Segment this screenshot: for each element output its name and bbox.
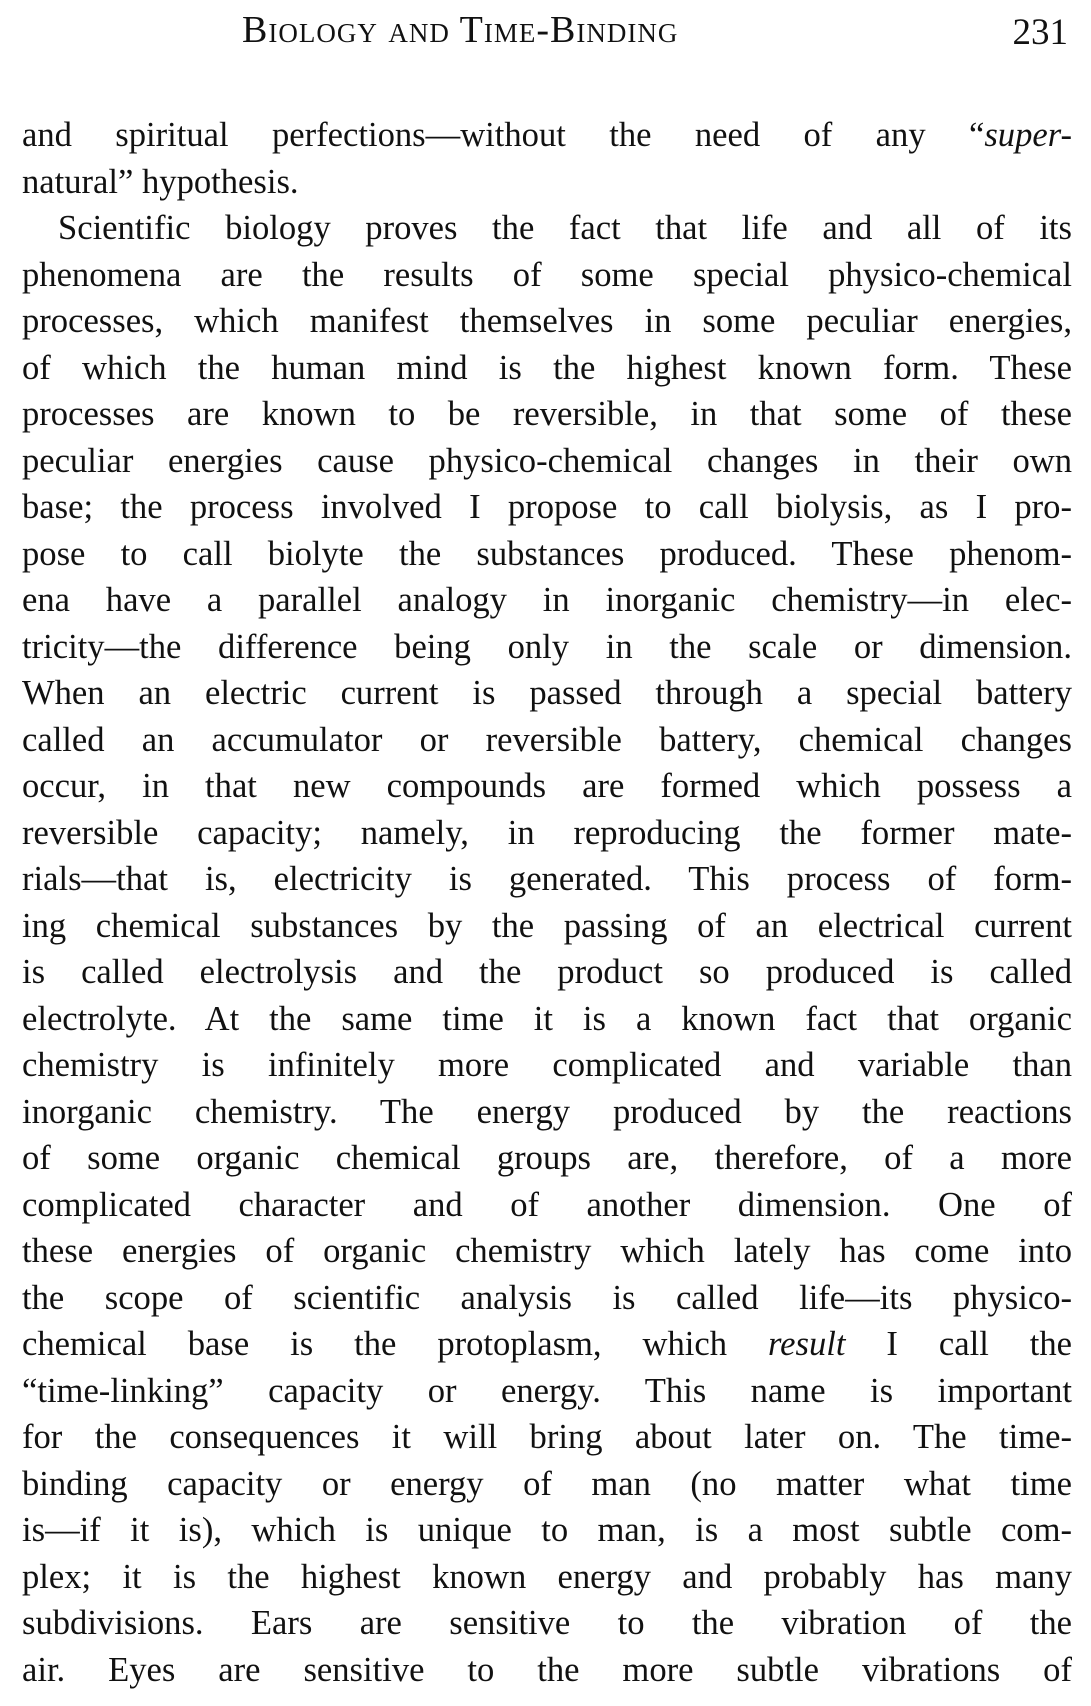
book-page [22,0,1072,1706]
text-line [22,298,1072,345]
text-fragment: and spiritual perfections—without the need of any “ [22,116,985,154]
text-fragment: “time-linking” capacity or energy. This name is important [22,1371,1072,1410]
text-fragment: processes, which manifest themselves in some peculiar energies, [22,302,1072,340]
text-fragment: electrolyte. At the same time it is a known fact that organic [22,999,1072,1038]
text-fragment: rials—that is, electricity is generated. This process of form- [22,860,1072,898]
text-line [22,1414,1072,1461]
text-fragment: chemical base is the protoplasm, which [22,1325,768,1363]
text-fragment: ing chemical substances by the passing of an electrical current [22,906,1072,945]
text-line [22,1600,1072,1647]
text-fragment: occur, in that new compounds are formed which possess a [22,767,1072,805]
text-line [22,810,1072,857]
text-line [22,205,1072,252]
text-line [22,670,1072,717]
text-line [22,345,1072,392]
text-fragment: chemistry is infinitely more complicated and variable than [22,1046,1072,1084]
text-fragment: phenomena are the results of some special physico-chemical [22,255,1072,294]
text-fragment: ena have a parallel analogy in inorganic chemistry—in elec- [22,581,1072,619]
text-fragment: reversible capacity; namely, in reproducing the former mate- [22,813,1072,852]
text-line [22,1135,1072,1182]
text-line [22,717,1072,764]
text-fragment: these energies of organic chemistry which lately has come into [22,1232,1072,1270]
italic-text: super- [984,116,1072,154]
text-fragment: binding capacity or energy of man (no matter what time [22,1464,1072,1503]
text-fragment: complicated character and of another dimension. One of [22,1185,1072,1224]
text-line [22,1647,1072,1694]
text-line [22,1321,1072,1368]
text-fragment: for the consequences it will bring about later on. The time- [22,1418,1072,1456]
text-line [22,856,1072,903]
text-line [22,624,1072,671]
text-fragment: of which the human mind is the highest known form. These [22,348,1072,387]
text-line [22,763,1072,810]
page-number: 231 [1012,12,1068,53]
text-line [22,903,1072,950]
text-fragment: processes are known to be reversible, in that some of these [22,395,1072,433]
text-line [22,438,1072,485]
text-line [22,1089,1072,1136]
text-line [22,1554,1072,1601]
text-line [22,577,1072,624]
running-title: Biology and Time-Binding [242,9,679,51]
text-line [22,484,1072,531]
text-fragment: subdivisions. Ears are sensitive to the vibration of the [22,1604,1072,1642]
text-line [22,949,1072,996]
text-fragment: is called electrolysis and the product so produced is called [22,953,1072,991]
text-fragment: base; the process involved I propose to call biolysis, as I pro- [22,488,1072,526]
text-fragment: is—if it is), which is unique to man, is a most subtle com- [22,1511,1072,1549]
body-text [22,112,1072,1693]
text-line [22,112,1072,159]
text-fragment: called an accumulator or reversible battery, chemical changes [22,720,1072,759]
text-fragment: air. Eyes are sensitive to the more subtle vibrations of [22,1650,1072,1689]
text-fragment: tricity—the difference being only in the scale or dimension. [22,627,1072,666]
text-fragment: the scope of scientific analysis is called life—its physico- [22,1278,1072,1317]
text-fragment: I call the [845,1325,1072,1363]
text-fragment: natural” hypothesis. [22,162,299,201]
text-line [22,531,1072,578]
italic-text: result [767,1325,846,1363]
text-fragment: of some organic chemical groups are, therefore, of a more [22,1139,1072,1177]
text-line [22,1368,1072,1415]
text-line [22,159,1072,206]
text-fragment: peculiar energies cause physico-chemical changes in their own [22,441,1072,480]
text-fragment: pose to call biolyte the substances produced. These phenom- [22,534,1072,573]
text-fragment: plex; it is the highest known energy and probably has many [22,1557,1072,1596]
text-fragment: When an electric current is passed through a special battery [22,674,1072,712]
text-line [22,1228,1072,1275]
text-line [22,1461,1072,1508]
running-head [22,0,1072,74]
text-line [22,996,1072,1043]
text-line [22,252,1072,299]
text-line [22,1042,1072,1089]
text-line [22,391,1072,438]
text-line [22,1507,1072,1554]
text-line [22,1182,1072,1229]
text-line [22,1275,1072,1322]
text-fragment: inorganic chemistry. The energy produced by the reactions [22,1092,1072,1131]
text-fragment: Scientific biology proves the fact that life and all of its [58,209,1072,247]
